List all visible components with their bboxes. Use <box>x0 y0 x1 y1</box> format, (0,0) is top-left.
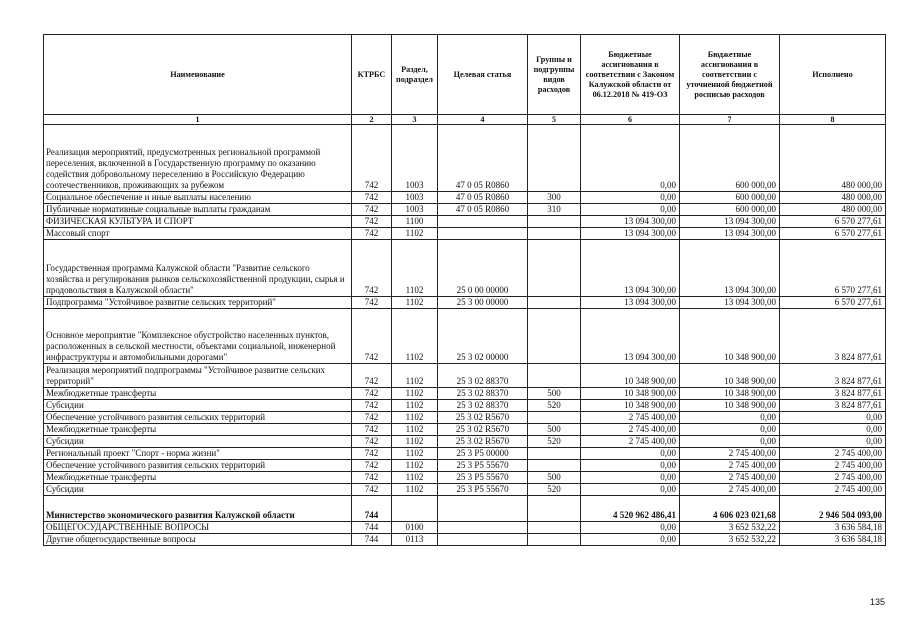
table-row <box>44 364 886 388</box>
row-law-amount: 0,00 <box>581 125 680 192</box>
row-name: Субсидии <box>44 436 352 448</box>
row-target: 25 3 02 88370 <box>438 364 528 388</box>
row-refined-amount: 600 000,00 <box>680 204 780 216</box>
header-row <box>44 35 886 115</box>
row-groups <box>528 460 581 472</box>
row-executed-amount: 2 745 400,00 <box>780 472 886 484</box>
row-ktrbs: 744 <box>352 496 392 522</box>
row-ktrbs: 742 <box>352 125 392 192</box>
row-ktrbs: 742 <box>352 297 392 309</box>
row-law-amount: 2 745 400,00 <box>581 436 680 448</box>
row-groups <box>528 297 581 309</box>
row-law-amount: 13 094 300,00 <box>581 216 680 228</box>
row-name: Социальное обеспечение и иные выплаты населению <box>44 192 352 204</box>
row-executed-amount: 3 824 877,61 <box>780 400 886 412</box>
row-ktrbs: 744 <box>352 522 392 534</box>
row-law-amount: 0,00 <box>581 448 680 460</box>
row-executed-amount: 3 824 877,61 <box>780 388 886 400</box>
table-row <box>44 297 886 309</box>
table-row <box>44 192 886 204</box>
row-groups: 310 <box>528 204 581 216</box>
row-groups <box>528 534 581 546</box>
row-groups <box>528 309 581 364</box>
row-target: 25 0 00 00000 <box>438 240 528 297</box>
column-number: 4 <box>438 115 528 125</box>
row-law-amount: 0,00 <box>581 192 680 204</box>
table-row <box>44 436 886 448</box>
table-row <box>44 472 886 484</box>
row-section: 0113 <box>392 534 438 546</box>
header-law: Бюджетные ассигнования в соответствии с Законом Калужской области от 06.12.2018 № 419-ОЗ <box>581 35 680 115</box>
row-target: 25 3 02 88370 <box>438 400 528 412</box>
row-groups <box>528 522 581 534</box>
budget-table <box>43 34 886 546</box>
row-executed-amount: 3 824 877,61 <box>780 309 886 364</box>
row-section: 1102 <box>392 472 438 484</box>
row-section: 1102 <box>392 400 438 412</box>
row-target <box>438 496 528 522</box>
row-name: Подпрограмма "Устойчивое развитие сельских территорий" <box>44 297 352 309</box>
row-name: Массовый спорт <box>44 228 352 240</box>
row-executed-amount: 0,00 <box>780 424 886 436</box>
row-target: 25 3 P5 55670 <box>438 484 528 496</box>
row-ktrbs: 742 <box>352 436 392 448</box>
column-number: 8 <box>780 115 886 125</box>
row-ktrbs: 742 <box>352 309 392 364</box>
row-law-amount: 10 348 900,00 <box>581 364 680 388</box>
row-groups <box>528 364 581 388</box>
row-ktrbs: 744 <box>352 534 392 546</box>
table-row <box>44 309 886 364</box>
row-refined-amount: 10 348 900,00 <box>680 400 780 412</box>
row-executed-amount: 2 745 400,00 <box>780 460 886 472</box>
row-executed-amount: 0,00 <box>780 436 886 448</box>
column-number: 5 <box>528 115 581 125</box>
row-groups <box>528 125 581 192</box>
row-law-amount: 0,00 <box>581 460 680 472</box>
row-target: 47 0 05 R0860 <box>438 204 528 216</box>
row-target: 25 3 P5 55670 <box>438 460 528 472</box>
row-groups: 500 <box>528 424 581 436</box>
row-name: Региональный проект "Спорт - норма жизни" <box>44 448 352 460</box>
row-executed-amount: 3 636 584,18 <box>780 534 886 546</box>
table-body <box>44 125 886 546</box>
column-number: 6 <box>581 115 680 125</box>
column-number-row <box>44 115 886 125</box>
table-row <box>44 448 886 460</box>
row-ktrbs: 742 <box>352 388 392 400</box>
row-groups: 520 <box>528 400 581 412</box>
row-name: ФИЗИЧЕСКАЯ КУЛЬТУРА И СПОРТ <box>44 216 352 228</box>
header-executed: Исполнено <box>780 35 886 115</box>
row-executed-amount: 480 000,00 <box>780 192 886 204</box>
column-number: 3 <box>392 115 438 125</box>
row-groups: 520 <box>528 436 581 448</box>
row-name: Субсидии <box>44 484 352 496</box>
row-section: 1102 <box>392 309 438 364</box>
row-law-amount: 0,00 <box>581 484 680 496</box>
row-section: 1102 <box>392 228 438 240</box>
row-section: 1100 <box>392 216 438 228</box>
row-refined-amount: 3 652 532,22 <box>680 522 780 534</box>
row-ktrbs: 742 <box>352 192 392 204</box>
row-refined-amount: 0,00 <box>680 436 780 448</box>
row-executed-amount: 6 570 277,61 <box>780 228 886 240</box>
table-row <box>44 240 886 297</box>
row-refined-amount: 13 094 300,00 <box>680 240 780 297</box>
table-row <box>44 216 886 228</box>
row-ktrbs: 742 <box>352 460 392 472</box>
row-law-amount: 0,00 <box>581 204 680 216</box>
row-target: 25 3 02 R5670 <box>438 412 528 424</box>
row-name: ОБЩЕГОСУДАРСТВЕННЫЕ ВОПРОСЫ <box>44 522 352 534</box>
row-executed-amount: 6 570 277,61 <box>780 297 886 309</box>
table-row <box>44 412 886 424</box>
table-row <box>44 460 886 472</box>
row-law-amount: 10 348 900,00 <box>581 388 680 400</box>
row-law-amount: 2 745 400,00 <box>581 424 680 436</box>
row-refined-amount: 13 094 300,00 <box>680 297 780 309</box>
row-name: Обеспечение устойчивого развития сельских территорий <box>44 412 352 424</box>
row-target: 25 3 02 R5670 <box>438 436 528 448</box>
table-row <box>44 534 886 546</box>
row-section: 1102 <box>392 240 438 297</box>
row-target: 25 3 P5 00000 <box>438 448 528 460</box>
row-name: Основное мероприятие "Комплексное обустройство населенных пунктов, расположенных в сельской местности, объектами социальной, инженерной инфраструктуры и автомобильными дорогами" <box>44 309 352 364</box>
row-name: Межбюджетные трансферты <box>44 472 352 484</box>
row-target: 47 0 05 R0860 <box>438 125 528 192</box>
table-row <box>44 388 886 400</box>
header-target: Целевая статья <box>438 35 528 115</box>
row-ktrbs: 742 <box>352 484 392 496</box>
row-law-amount: 13 094 300,00 <box>581 240 680 297</box>
row-section: 1102 <box>392 297 438 309</box>
row-groups <box>528 448 581 460</box>
row-executed-amount: 480 000,00 <box>780 125 886 192</box>
row-law-amount: 13 094 300,00 <box>581 297 680 309</box>
row-refined-amount: 10 348 900,00 <box>680 309 780 364</box>
row-executed-amount: 2 745 400,00 <box>780 484 886 496</box>
row-name: Субсидии <box>44 400 352 412</box>
row-target: 25 3 02 00000 <box>438 309 528 364</box>
row-target: 25 3 02 88370 <box>438 388 528 400</box>
column-number: 2 <box>352 115 392 125</box>
header-name: Наименование <box>44 35 352 115</box>
row-refined-amount: 2 745 400,00 <box>680 448 780 460</box>
column-number: 7 <box>680 115 780 125</box>
row-section: 1102 <box>392 436 438 448</box>
table-row <box>44 204 886 216</box>
row-executed-amount: 2 946 504 093,00 <box>780 496 886 522</box>
page-number: 135 <box>870 597 886 607</box>
row-executed-amount: 6 570 277,61 <box>780 240 886 297</box>
row-section <box>392 496 438 522</box>
row-law-amount: 0,00 <box>581 522 680 534</box>
row-law-amount: 4 520 962 486,41 <box>581 496 680 522</box>
table-row <box>44 496 886 522</box>
row-refined-amount: 2 745 400,00 <box>680 472 780 484</box>
row-section: 1102 <box>392 484 438 496</box>
row-ktrbs: 742 <box>352 228 392 240</box>
row-section: 1102 <box>392 364 438 388</box>
row-ktrbs: 742 <box>352 240 392 297</box>
row-law-amount: 0,00 <box>581 472 680 484</box>
row-executed-amount: 3 824 877,61 <box>780 364 886 388</box>
row-name: Межбюджетные трансферты <box>44 388 352 400</box>
row-section: 1003 <box>392 192 438 204</box>
row-ktrbs: 742 <box>352 472 392 484</box>
row-groups: 520 <box>528 484 581 496</box>
row-target <box>438 522 528 534</box>
row-name: Государственная программа Калужской области "Развитие сельского хозяйства и регулирования рынков сельскохозяйственной продукции, сырья и продовольствия в Калужской области" <box>44 240 352 297</box>
row-section: 1102 <box>392 448 438 460</box>
table-row <box>44 484 886 496</box>
row-ktrbs: 742 <box>352 204 392 216</box>
table-header <box>44 35 886 125</box>
row-groups: 300 <box>528 192 581 204</box>
row-groups <box>528 216 581 228</box>
row-refined-amount: 13 094 300,00 <box>680 228 780 240</box>
row-executed-amount: 480 000,00 <box>780 204 886 216</box>
row-refined-amount: 3 652 532,22 <box>680 534 780 546</box>
row-name: Реализация мероприятий подпрограммы "Устойчивое развитие сельских территорий" <box>44 364 352 388</box>
row-section: 1102 <box>392 388 438 400</box>
row-groups <box>528 412 581 424</box>
table-row <box>44 522 886 534</box>
row-name: Реализация мероприятий, предусмотренных региональной программой переселения, включенной в Государственную программу по оказанию содействия добровольному переселению в Российскую Федерацию соотечественников, проживающих за рубежом <box>44 125 352 192</box>
row-refined-amount: 600 000,00 <box>680 192 780 204</box>
row-section: 1003 <box>392 204 438 216</box>
row-groups <box>528 496 581 522</box>
row-ktrbs: 742 <box>352 216 392 228</box>
row-section: 1102 <box>392 424 438 436</box>
row-target <box>438 216 528 228</box>
row-refined-amount: 13 094 300,00 <box>680 216 780 228</box>
table-row <box>44 424 886 436</box>
row-name: Обеспечение устойчивого развития сельских территорий <box>44 460 352 472</box>
row-section: 0100 <box>392 522 438 534</box>
row-executed-amount: 3 636 584,18 <box>780 522 886 534</box>
row-target: 25 3 00 00000 <box>438 297 528 309</box>
row-section: 1102 <box>392 412 438 424</box>
row-name: Публичные нормативные социальные выплаты гражданам <box>44 204 352 216</box>
row-refined-amount: 0,00 <box>680 412 780 424</box>
row-refined-amount: 4 606 023 021,68 <box>680 496 780 522</box>
row-refined-amount: 600 000,00 <box>680 125 780 192</box>
row-name: Межбюджетные трансферты <box>44 424 352 436</box>
header-section: Раздел, подраздел <box>392 35 438 115</box>
row-target <box>438 228 528 240</box>
table-row <box>44 228 886 240</box>
header-refined: Бюджетные ассигнования в соответствии с уточненной бюджетной росписью расходов <box>680 35 780 115</box>
row-groups <box>528 228 581 240</box>
row-refined-amount: 10 348 900,00 <box>680 364 780 388</box>
row-ktrbs: 742 <box>352 424 392 436</box>
table-row <box>44 125 886 192</box>
row-executed-amount: 6 570 277,61 <box>780 216 886 228</box>
header-groups: Группы и подгруппы видов расходов <box>528 35 581 115</box>
row-law-amount: 2 745 400,00 <box>581 412 680 424</box>
row-law-amount: 13 094 300,00 <box>581 309 680 364</box>
column-number: 1 <box>44 115 352 125</box>
row-groups: 500 <box>528 472 581 484</box>
row-ktrbs: 742 <box>352 400 392 412</box>
row-refined-amount: 2 745 400,00 <box>680 484 780 496</box>
row-groups: 500 <box>528 388 581 400</box>
row-ktrbs: 742 <box>352 412 392 424</box>
row-ktrbs: 742 <box>352 364 392 388</box>
row-refined-amount: 2 745 400,00 <box>680 460 780 472</box>
row-target: 25 3 P5 55670 <box>438 472 528 484</box>
row-ktrbs: 742 <box>352 448 392 460</box>
row-groups <box>528 240 581 297</box>
row-refined-amount: 10 348 900,00 <box>680 388 780 400</box>
header-ktrbs: КТРБС <box>352 35 392 115</box>
row-section: 1102 <box>392 460 438 472</box>
row-law-amount: 0,00 <box>581 534 680 546</box>
row-executed-amount: 0,00 <box>780 412 886 424</box>
row-law-amount: 10 348 900,00 <box>581 400 680 412</box>
row-section: 1003 <box>392 125 438 192</box>
row-law-amount: 13 094 300,00 <box>581 228 680 240</box>
row-target: 25 3 02 R5670 <box>438 424 528 436</box>
row-target: 47 0 05 R0860 <box>438 192 528 204</box>
row-refined-amount: 0,00 <box>680 424 780 436</box>
row-executed-amount: 2 745 400,00 <box>780 448 886 460</box>
row-target <box>438 534 528 546</box>
table-row <box>44 400 886 412</box>
row-name: Министерство экономического развития Калужской области <box>44 496 352 522</box>
row-name: Другие общегосударственные вопросы <box>44 534 352 546</box>
